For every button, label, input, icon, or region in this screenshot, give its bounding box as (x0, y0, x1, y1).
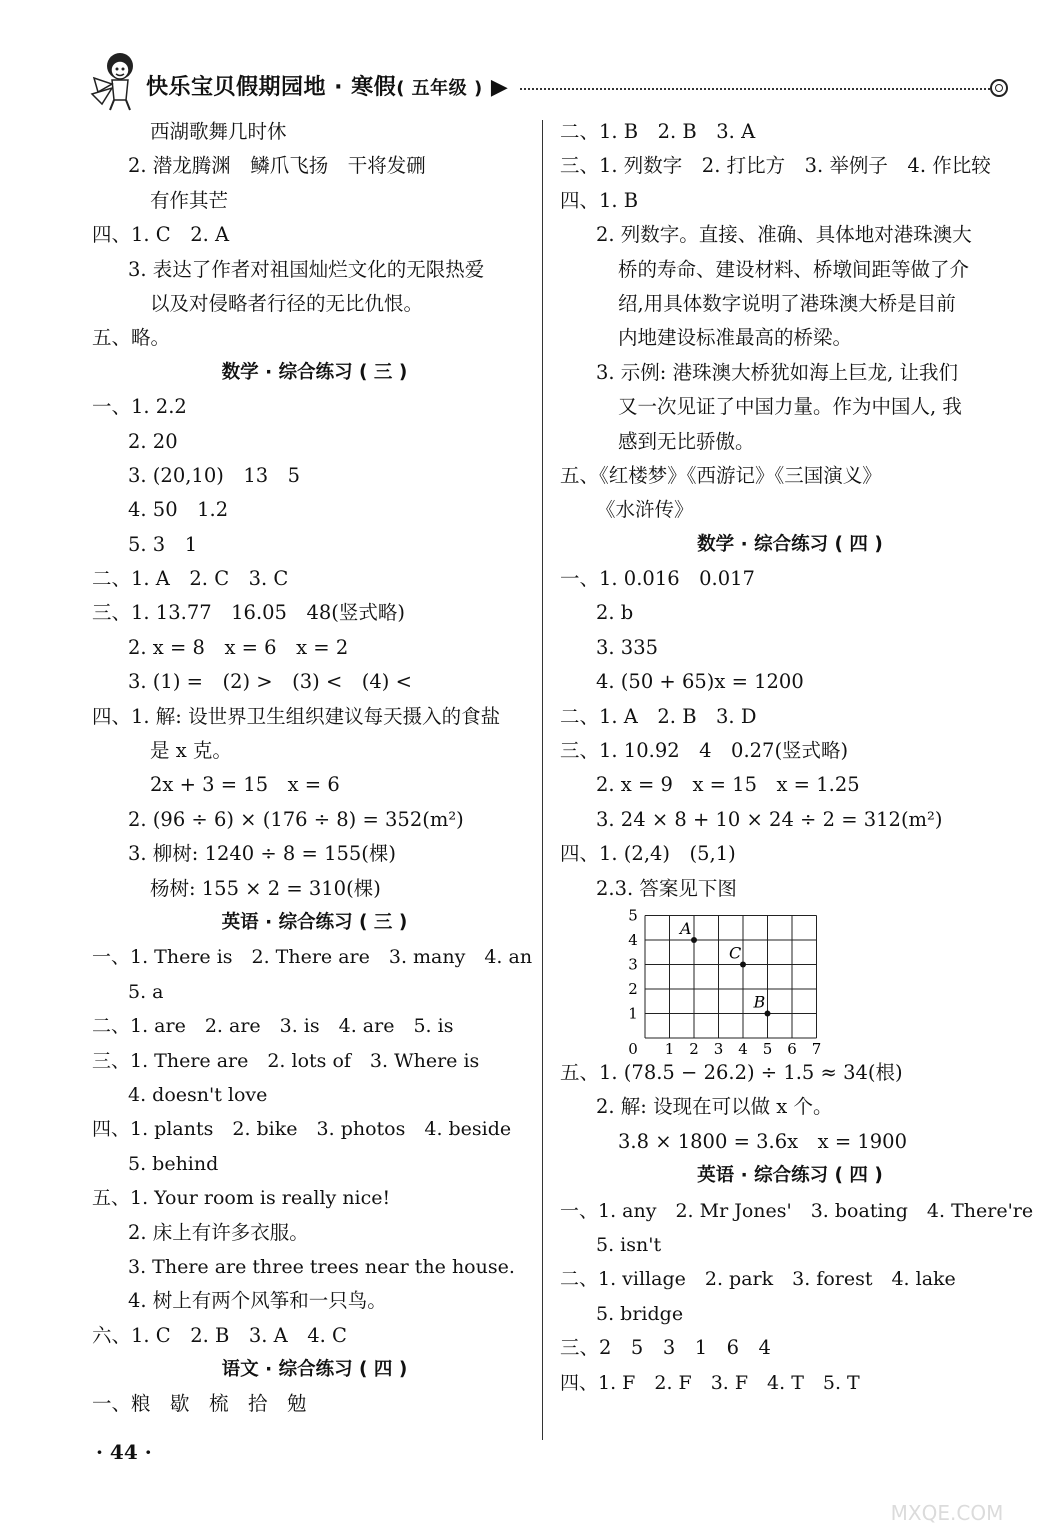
header-dotted-line (520, 88, 990, 90)
answer-line: 3. 335 (596, 635, 659, 659)
y-tick-label: 1 (628, 1004, 638, 1023)
answer-line: 感到无比骄傲。 (618, 429, 755, 453)
answer-line: 四、1. F 2. F 3. F 4. T 5. T (560, 1371, 860, 1394)
y-tick-label: 5 (628, 906, 638, 925)
right-column-top (560, 115, 1020, 906)
answer-line: 2. 床上有许多衣服。 (128, 1220, 309, 1244)
x-tick-label: 0 (628, 1039, 638, 1056)
section-heading: 英语 · 综合练习 ( 三 ) (221, 911, 408, 933)
y-tick-label: 4 (628, 930, 638, 949)
section-heading: 数学 · 综合练习 ( 三 ) (221, 361, 408, 383)
answer-line: 3. (1) = (2) > (3) < (4) < (128, 670, 412, 694)
answer-line: 五、1. Your room is really nice! (92, 1187, 391, 1210)
right-column (560, 115, 1034, 1400)
answer-line: 二、1. B 2. B 3. A (560, 120, 756, 143)
arrow-icon: ▶ (482, 75, 509, 100)
answer-line: 2. x = 9 x = 15 x = 1.25 (596, 773, 860, 797)
x-tick-label: 5 (762, 1039, 773, 1056)
y-tick-label: 3 (628, 955, 638, 974)
section-heading: 语文 · 综合练习 ( 四 ) (221, 1359, 408, 1381)
answer-line: 桥的寿命、建设材料、桥墩间距等做了介 (618, 257, 970, 281)
answer-line: 一、1. any 2. Mr Jones' 3. boating 4. There're (560, 1199, 1034, 1222)
answer-line: 5. bridge (596, 1302, 684, 1325)
grid-point-label: C (729, 943, 742, 963)
answer-line: 二、1. are 2. are 3. is 4. are 5. is (92, 1015, 454, 1038)
answer-line: 3. 表达了作者对祖国灿烂文化的无限热爱 (128, 257, 485, 281)
answer-line: 绍,用具体数字说明了港珠澳大桥是目前 (618, 291, 956, 315)
answer-line: 《水浒传》 (596, 498, 694, 522)
x-tick-label: 4 (738, 1039, 748, 1056)
right-column-bottom (560, 1056, 1034, 1400)
coordinate-grid-svg (620, 906, 860, 1056)
answer-line: 西湖歌舞几时休 (150, 120, 287, 143)
answer-line: 2. 解: 设现在可以做 x 个。 (596, 1095, 833, 1119)
x-tick-label: 2 (689, 1039, 699, 1056)
grid-point (765, 1010, 771, 1016)
grid-point (691, 937, 697, 943)
answer-line: 三、1. 列数字 2. 打比方 3. 举例子 4. 作比较 (560, 154, 991, 178)
answer-line: 2. b (596, 601, 634, 625)
header-title (146, 70, 508, 101)
answer-line: 一、1. 0.016 0.017 (560, 567, 755, 591)
answer-line: 三、1. There are 2. lots of 3. Where is (92, 1049, 480, 1072)
y-tick-label: 2 (628, 979, 638, 998)
answer-line: 是 x 克。 (150, 739, 232, 763)
x-tick-label: 1 (664, 1039, 675, 1056)
answer-line: 4. doesn't love (128, 1083, 268, 1106)
answer-line: 4. (50 + 65)x = 1200 (596, 670, 804, 694)
answer-line: 二、1. A 2. B 3. D (560, 704, 757, 728)
answer-line: 一、粮 歇 梳 拾 勉 (92, 1392, 307, 1416)
section-heading: 英语 · 综合练习 ( 四 ) (697, 1165, 883, 1187)
grid-point-label: A (680, 918, 692, 938)
answer-line: 2. 列数字。直接、准确、具体地对港珠澳大 (596, 223, 972, 247)
answer-line: 2. (96 ÷ 6) × (176 ÷ 8) = 352(m²) (128, 807, 464, 831)
page-number: · 44 · (96, 1440, 152, 1464)
answer-line: 2.3. 答案见下图 (596, 876, 737, 900)
answer-line: 六、1. C 2. B 3. A 4. C (92, 1323, 347, 1347)
answer-line: 3.8 × 1800 = 3.6x x = 1900 (618, 1129, 907, 1153)
answer-line: 以及对侵略者行径的无比仇恨。 (150, 291, 424, 315)
answer-line: 五、1. (78.5 − 26.2) ÷ 1.5 ≈ 34(根) (560, 1060, 903, 1084)
answer-line: 又一次见证了中国力量。作为中国人, 我 (618, 395, 962, 419)
answer-line: 四、1. 解: 设世界卫生组织建议每天摄入的食盐 (92, 704, 501, 728)
watermark-logo (872, 1450, 1022, 1530)
book-title: 快乐宝贝假期园地 · 寒假 (146, 75, 397, 100)
answer-line: 4. 50 1.2 (128, 498, 229, 522)
answer-line: 2x + 3 = 15 x = 6 (150, 773, 340, 797)
answer-line: 杨树: 155 × 2 = 310(棵) (150, 876, 381, 900)
x-tick-label: 7 (811, 1039, 822, 1056)
answer-line: 3. 柳树: 1240 ÷ 8 = 155(棵) (128, 842, 397, 866)
answer-line: 二、1. village 2. park 3. forest 4. lake (560, 1268, 956, 1291)
column-divider (542, 120, 543, 1440)
answer-line: 四、1. plants 2. bike 3. photos 4. beside (92, 1118, 512, 1141)
watermark-text: MXQE.COM (890, 1501, 1004, 1525)
answer-line: 五、略。 (92, 326, 171, 350)
answer-line: 5. a (128, 980, 164, 1003)
answer-line: 三、1. 10.92 4 0.27(竖式略) (560, 739, 849, 763)
section-heading: 数学 · 综合练习 ( 四 ) (697, 533, 883, 555)
target-circle-icon (990, 79, 1008, 97)
answer-line: 一、1. 2.2 (92, 395, 187, 419)
answer-line: 一、1. There is 2. There are 3. many 4. an (92, 946, 533, 969)
answer-line: 二、1. A 2. C 3. C (92, 567, 289, 591)
answer-line: 4. 树上有两个风筝和一只鸟。 (128, 1289, 387, 1313)
mascot-icon (88, 48, 148, 112)
answer-line: 三、1. 13.77 16.05 48(竖式略) (92, 601, 405, 625)
answer-line: 3. There are three trees near the house. (128, 1255, 515, 1278)
answer-line: 3. 24 × 8 + 10 × 24 ÷ 2 = 312(m²) (596, 807, 943, 831)
coordinate-grid (620, 906, 1020, 1056)
x-tick-label: 6 (787, 1039, 797, 1056)
answer-line: 五、《红楼梦》《西游记》《三国演义》 (560, 463, 882, 487)
answer-line: 5. behind (128, 1152, 219, 1175)
x-tick-label: 3 (713, 1039, 724, 1056)
page-header (88, 48, 1028, 118)
answer-line: 5. isn't (596, 1233, 662, 1256)
answer-line: 四、1. B (560, 188, 639, 212)
answer-line: 2. 20 (128, 429, 178, 453)
answer-line: 三、2 5 3 1 6 4 (560, 1336, 771, 1360)
answer-line: 2. x = 8 x = 6 x = 2 (128, 635, 349, 659)
answer-line: 2. 潜龙腾渊 鳞爪飞扬 干将发硎 (128, 154, 426, 178)
answer-line: 四、1. (2,4) (5,1) (560, 842, 736, 866)
answer-line: 3. (20,10) 13 5 (128, 463, 301, 487)
grid-point-label: B (753, 992, 766, 1012)
answer-line: 四、1. C 2. A (92, 223, 230, 247)
grade-label: ( 五年级 ) (396, 78, 483, 99)
answer-line: 3. 示例: 港珠澳大桥犹如海上巨龙, 让我们 (596, 360, 958, 384)
answer-line: 有作其芒 (150, 188, 229, 212)
answer-line: 5. 3 1 (128, 532, 198, 556)
answer-line: 内地建设标准最高的桥梁。 (618, 326, 853, 350)
left-column (92, 115, 537, 1422)
